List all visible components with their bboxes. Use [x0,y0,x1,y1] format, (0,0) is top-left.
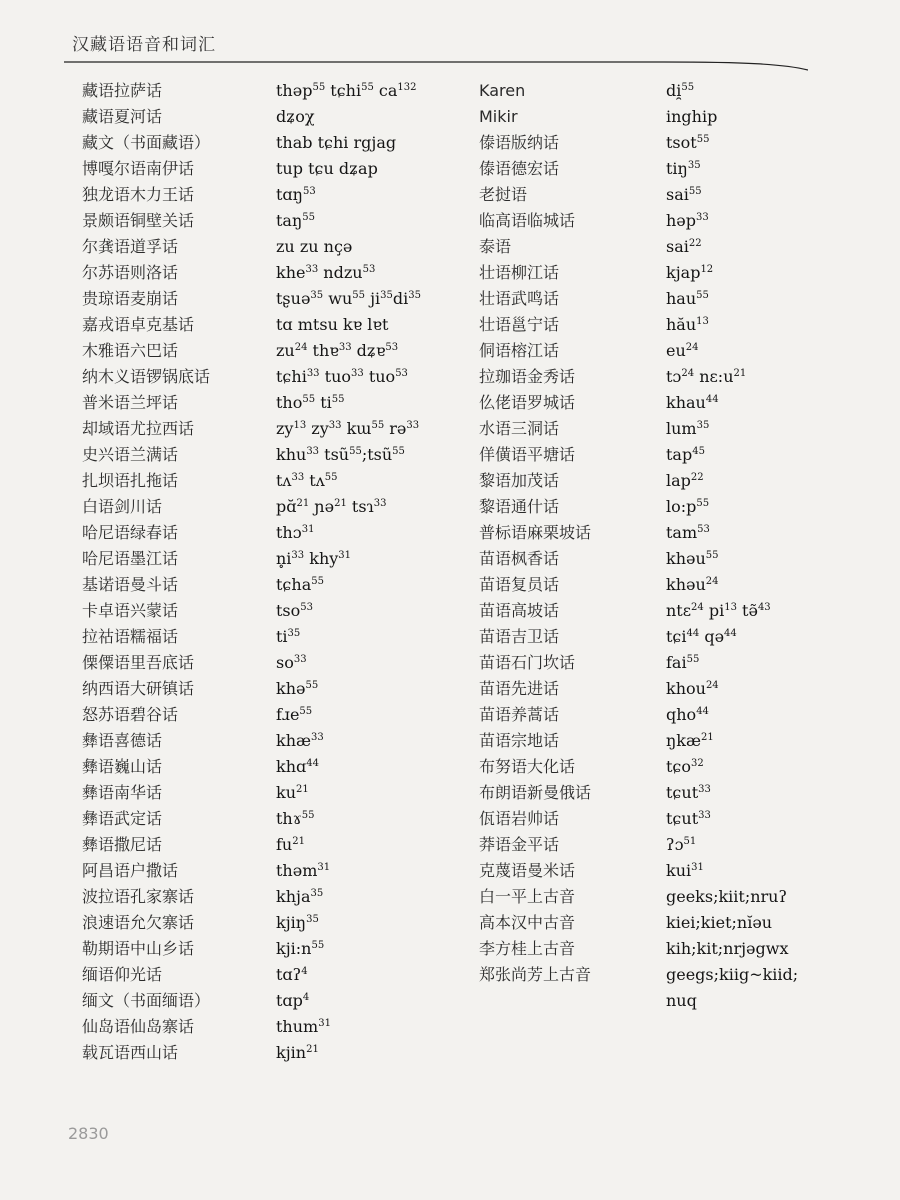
word-form: kjap$^{12}$ [666,263,714,282]
word-form: pɑ̆$^{21}$ ɲə$^{21}$ tsɿ$^{33}$ [276,497,387,516]
language-name: 莽语金平话 [479,835,560,854]
language-name: 博嘎尔语南伊话 [82,159,195,178]
word-form: di̯$^{55}$ [666,81,695,100]
word-form: geegs;kiig~kiid; [666,965,799,984]
word-form: sai$^{55}$ [666,185,702,204]
word-form: tɑŋ$^{53}$ [276,185,316,204]
language-name: 拉祜语糯福话 [82,627,179,646]
language-name: 波拉语孔家寨话 [82,887,195,906]
word-form: khu$^{33}$ tsũ$^{55}$;tsũ$^{55}$ [276,445,405,464]
word-form: sai$^{22}$ [666,237,702,256]
word-form: tɕhi$^{33}$ tuo$^{33}$ tuo$^{53}$ [276,367,408,386]
word-form: thɤ$^{55}$ [276,809,315,828]
language-name: 苗语复员话 [479,575,560,594]
language-name: 苗语吉卫话 [479,627,560,646]
language-name: 阿昌语户撒话 [82,861,179,880]
word-form: geeks;kiit;nruʔ [666,887,788,906]
word-form: $fu^{21}$ [276,835,305,854]
word-form: tʂuə$^{35}$ $wu^{55}$ $ji^{35}di^{35}$ [276,289,421,308]
word-form: tup tɕu dʑap [276,159,378,178]
language-name: 贵琼语麦崩话 [82,289,179,308]
word-form: fɹe$^{55}$ [276,705,313,724]
language-name: 勒期语中山乡话 [82,939,195,958]
word-form: tɕha$^{55}$ [276,575,324,594]
word-form: thəm$^{31}$ [276,861,331,880]
language-name: 仙岛语仙岛寨话 [82,1017,195,1036]
language-name: 浪速语允欠寨话 [82,913,195,932]
language-name: 彝语撒尼话 [82,835,163,854]
word-form: khja$^{35}$ [276,887,324,906]
word-form: khæ$^{33}$ [276,731,324,750]
language-name: 布努语大化话 [479,757,576,776]
word-form: khəu$^{24}$ [666,575,719,594]
word-form: $kji:n^{55}$ [276,939,325,958]
word-form: thab tɕhi rgjag [276,133,397,152]
language-name: 郑张尚芳上古音 [479,965,592,984]
word-form: ʔɔ$^{51}$ [666,835,697,854]
language-name: 老挝语 [479,185,528,204]
word-form: ŋkæ$^{21}$ [666,731,714,750]
word-form: tɔ$^{24}$ $nɛ:u^{21}$ [666,367,747,386]
language-name: 黎语加茂话 [479,471,560,490]
language-name: 嘉戎语卓克基话 [82,315,195,334]
word-form: thɔ$^{31}$ [276,523,315,542]
word-form: kui$^{31}$ [666,861,704,880]
language-name: 高本汉中古音 [479,913,576,932]
language-name: Mikir [479,107,518,126]
word-form: qho$^{44}$ [666,705,709,724]
word-form: khə$^{55}$ [276,679,319,698]
language-name: 彝语喜德话 [82,731,163,750]
word-form: thum$^{31}$ [276,1017,331,1036]
word-form: $zy^{13}$ $zy^{33}$ kɯ$^{55}$ rə$^{33}$ [276,419,420,438]
language-name: 藏语夏河话 [82,107,163,126]
language-name: 尔龚语道孚话 [82,237,179,256]
word-form: tsot$^{55}$ [666,133,710,152]
word-form: tho$^{55}$ $ti^{55}$ [276,393,345,412]
language-name: 拉珈语金秀话 [479,367,576,386]
word-form: khau$^{44}$ [666,393,719,412]
language-name: 傣语德宏话 [479,159,560,178]
word-form: ntɛ$^{24}$ $pi^{13}$ tə̃$^{43}$ [666,601,771,620]
language-name: 仫佬语罗城话 [479,393,576,412]
language-name: 苗语高坡话 [479,601,560,620]
language-name: 木雅语六巴话 [82,341,179,360]
language-name: 卡卓语兴蒙话 [82,601,179,620]
language-name: 壮语柳江话 [479,263,560,282]
language-name: 佯僙语平塘话 [479,445,576,464]
language-name: 载瓦语西山话 [82,1043,179,1062]
word-form: $ku^{21}$ [276,783,309,802]
word-form: $so^{33}$ [276,653,307,672]
language-name: 苗语先进话 [479,679,560,698]
word-form: tɑp$^4$ [276,991,310,1010]
word-form: khou$^{24}$ [666,679,719,698]
language-name: 黎语通什话 [479,497,560,516]
word-form: tʌ$^{33}$ tʌ$^{55}$ [276,471,338,490]
language-name: 克蔑语曼米话 [479,861,576,880]
word-form: khɑ$^{44}$ [276,757,319,776]
language-name: Karen [479,81,526,100]
running-header: 汉藏语语音和词汇 [72,35,216,55]
word-form: lum$^{35}$ [666,419,710,438]
word-form: kih;kit;nrjəgwx [666,939,789,958]
word-form: həp$^{33}$ [666,211,709,230]
word-form: tɕi$^{44}$ qə$^{44}$ [666,627,737,646]
language-name: 扎坝语扎拖话 [82,471,179,490]
language-name: 临高语临城话 [479,211,576,230]
language-name: 苗语枫香话 [479,549,560,568]
language-name: 纳西语大研镇话 [82,679,195,698]
language-name: 却域语尤拉西话 [82,419,195,438]
language-name: 壮语邕宁话 [479,315,560,334]
language-name: 李方桂上古音 [479,939,576,958]
language-name: 藏语拉萨话 [82,81,163,100]
language-name: 布朗语新曼俄话 [479,783,592,802]
word-form: $lo:p^{55}$ [666,497,710,516]
word-form: zu zu nçə [276,237,353,256]
language-name: 彝语巍山话 [82,757,163,776]
language-name: 史兴语兰满话 [82,445,179,464]
language-name: 傈僳语里吾底话 [82,653,195,672]
word-form: fai$^{55}$ [666,653,700,672]
word-form: khəu$^{55}$ [666,549,719,568]
language-name: 苗语宗地话 [479,731,560,750]
language-name: 白一平上古音 [479,887,576,906]
language-name: 苗语养蒿话 [479,705,560,724]
language-name: 哈尼语绿春话 [82,523,179,542]
word-form: kiei;kiet;nĭəu [666,913,773,932]
language-name: 泰语 [479,237,512,256]
word-form: tɕut$^{33}$ [666,809,711,828]
language-name: 普标语麻栗坡话 [479,523,592,542]
language-name: 苗语石门坎话 [479,653,576,672]
language-name: 基诺语曼斗话 [82,575,179,594]
word-form: dʑoχ [276,107,315,126]
language-name: 水语三洞话 [479,419,560,438]
language-name: 壮语武鸣话 [479,289,560,308]
word-form: tso$^{53}$ [276,601,314,620]
language-name: 傣语版纳话 [479,133,560,152]
word-form: $ti^{35}$ [276,627,301,646]
language-name: 景颇语铜壁关话 [82,211,195,230]
language-name: 白语剑川话 [82,497,163,516]
language-name: 普米语兰坪话 [82,393,179,412]
language-name: 尔苏语则洛话 [82,263,179,282]
header-rule [64,56,808,72]
word-form: thəp$^{55}$ tɕhi$^{55}$ $ca^{132}$ [276,81,417,100]
language-name: 彝语南华话 [82,783,163,802]
word-form: khe$^{33}$ ndzu$^{53}$ [276,263,376,282]
language-name: 彝语武定话 [82,809,163,828]
language-name: 藏文（书面藏语） [82,133,211,152]
language-name: 缅文（书面缅语） [82,991,211,1010]
word-form: tɕut$^{33}$ [666,783,711,802]
language-name: 独龙语木力王话 [82,185,195,204]
word-form: tiŋ$^{35}$ [666,159,701,178]
word-form: hau$^{55}$ [666,289,709,308]
word-form: lap$^{22}$ [666,471,704,490]
language-name: 纳木义语锣锅底话 [82,367,211,386]
language-name: 侗语榕江话 [479,341,560,360]
word-form: kjin$^{21}$ [276,1043,319,1062]
word-form: tɑʔ$^4$ [276,965,308,984]
word-form: tam$^{53}$ [666,523,710,542]
language-name: 哈尼语墨江话 [82,549,179,568]
word-form: hău$^{13}$ [666,315,709,334]
page-number: 2830 [68,1124,109,1143]
language-name: 怒苏语碧谷话 [82,705,179,724]
word-form: $eu^{24}$ [666,341,699,360]
language-name: 佤语岩帅话 [479,809,560,828]
word-form: tɕo$^{32}$ [666,757,704,776]
word-form: tɑ mtsu kɐ lɐt [276,315,389,334]
word-form: $zu^{24}$ thɐ$^{33}$ dʑɐ$^{53}$ [276,341,399,360]
word-form: inghip [666,107,718,126]
word-form: $n̥i^{33}$ khy$^{31}$ [276,549,352,568]
word-form: nuq [666,991,697,1010]
word-form: kjiŋ$^{35}$ [276,913,319,932]
word-form: tap$^{45}$ [666,445,705,464]
language-name: 缅语仰光话 [82,965,163,984]
word-form: taŋ$^{55}$ [276,211,316,230]
